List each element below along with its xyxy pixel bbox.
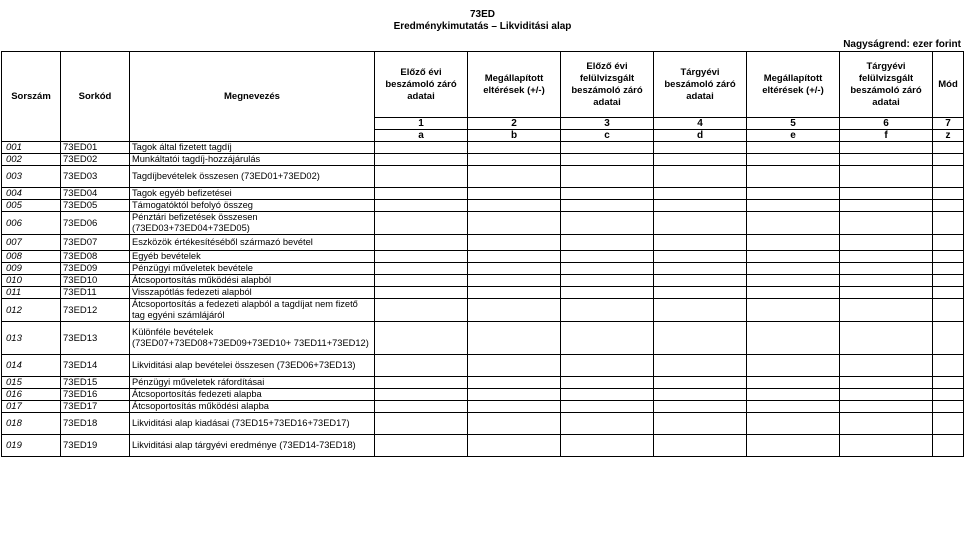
row-sorszam: 019 — [2, 435, 61, 457]
value-cell[interactable] — [840, 389, 933, 401]
row-megnevezes: Átcsoportosítás fedezeti alapba — [130, 389, 375, 401]
row-megnevezes: Visszapótlás fedezeti alapból — [130, 287, 375, 299]
value-cell[interactable] — [561, 200, 654, 212]
row-sorkod: 73ED18 — [61, 413, 130, 435]
row-megnevezes: Eszközök értékesítéséből származó bevétel — [130, 235, 375, 251]
value-cell[interactable] — [561, 235, 654, 251]
value-cell[interactable] — [747, 166, 840, 188]
value-cell[interactable] — [747, 401, 840, 413]
value-cell[interactable] — [654, 322, 747, 355]
value-cell[interactable] — [375, 200, 468, 212]
col-number: 1 — [375, 118, 468, 130]
value-cell[interactable] — [840, 212, 933, 235]
value-cell[interactable] — [933, 355, 964, 377]
value-cell[interactable] — [561, 263, 654, 275]
row-megnevezes: Tagdíjbevételek összesen (73ED01+73ED02) — [130, 166, 375, 188]
report-code: 73ED — [469, 9, 495, 20]
row-sorszam: 012 — [2, 299, 61, 322]
value-cell[interactable] — [933, 188, 964, 200]
row-sorkod: 73ED14 — [61, 355, 130, 377]
value-cell[interactable] — [561, 212, 654, 235]
value-cell[interactable] — [654, 389, 747, 401]
row-megnevezes: Munkáltatói tagdíj-hozzájárulás — [130, 154, 375, 166]
value-cell[interactable] — [840, 154, 933, 166]
table-row — [2, 154, 964, 166]
row-megnevezes: Tagok által fizetett tagdíj — [130, 142, 375, 154]
value-cell[interactable] — [468, 263, 561, 275]
value-cell[interactable] — [654, 188, 747, 200]
value-cell[interactable] — [375, 251, 468, 263]
row-megnevezes: Pénztári befizetések összesen (73ED03+73ED04+73ED05) — [130, 212, 375, 235]
value-cell[interactable] — [747, 200, 840, 212]
col-letter: z — [933, 130, 964, 142]
header-sorkod: Sorkód — [61, 52, 130, 142]
col-letter: f — [840, 130, 933, 142]
value-cell[interactable] — [561, 287, 654, 299]
value-cell[interactable] — [375, 154, 468, 166]
header-col-5: Megállapított eltérések (+/-) — [747, 52, 840, 118]
value-cell[interactable] — [840, 355, 933, 377]
value-cell[interactable] — [654, 299, 747, 322]
value-cell[interactable] — [654, 142, 747, 154]
row-megnevezes: Likviditási alap bevételei összesen (73ED06+73ED13) — [130, 355, 375, 377]
row-megnevezes: Átcsoportosítás működési alapba — [130, 401, 375, 413]
row-megnevezes: Átcsoportosítás a fedezeti alapból a tagdíjat nem fizető tag egyéni számlájáról — [130, 299, 375, 322]
value-cell[interactable] — [654, 251, 747, 263]
value-cell[interactable] — [933, 166, 964, 188]
value-cell[interactable] — [747, 355, 840, 377]
value-cell[interactable] — [654, 435, 747, 457]
value-cell[interactable] — [375, 263, 468, 275]
col-letter: d — [654, 130, 747, 142]
value-cell[interactable] — [468, 212, 561, 235]
value-cell[interactable] — [375, 287, 468, 299]
table-row — [2, 299, 964, 322]
table-row — [2, 287, 964, 299]
value-cell[interactable] — [561, 275, 654, 287]
row-sorszam: 003 — [2, 166, 61, 188]
row-megnevezes: Pénzügyi műveletek bevétele — [130, 263, 375, 275]
value-cell[interactable] — [747, 377, 840, 389]
value-cell[interactable] — [375, 188, 468, 200]
value-cell[interactable] — [561, 142, 654, 154]
value-cell[interactable] — [375, 299, 468, 322]
value-cell[interactable] — [561, 322, 654, 355]
row-sorkod: 73ED08 — [61, 251, 130, 263]
value-cell[interactable] — [561, 413, 654, 435]
value-cell[interactable] — [747, 389, 840, 401]
value-cell[interactable] — [468, 275, 561, 287]
value-cell[interactable] — [840, 435, 933, 457]
table-row — [2, 435, 964, 457]
row-sorszam: 008 — [2, 251, 61, 263]
table-row — [2, 413, 964, 435]
value-cell[interactable] — [468, 200, 561, 212]
table-row — [2, 389, 964, 401]
value-cell[interactable] — [747, 287, 840, 299]
col-number: 5 — [747, 118, 840, 130]
value-cell[interactable] — [747, 435, 840, 457]
row-sorkod: 73ED15 — [61, 377, 130, 389]
row-sorszam: 011 — [2, 287, 61, 299]
col-number: 3 — [561, 118, 654, 130]
table-body — [2, 142, 964, 457]
header-col-7: Mód — [933, 52, 964, 118]
value-cell[interactable] — [375, 235, 468, 251]
value-cell[interactable] — [840, 377, 933, 389]
value-cell[interactable] — [654, 263, 747, 275]
row-sorkod: 73ED11 — [61, 287, 130, 299]
value-cell[interactable] — [654, 401, 747, 413]
value-cell[interactable] — [654, 287, 747, 299]
value-cell[interactable] — [654, 413, 747, 435]
value-cell[interactable] — [933, 142, 964, 154]
value-cell[interactable] — [468, 235, 561, 251]
row-megnevezes: Pénzügyi műveletek ráfordításai — [130, 377, 375, 389]
row-sorszam: 014 — [2, 355, 61, 377]
value-cell[interactable] — [561, 389, 654, 401]
value-cell[interactable] — [840, 200, 933, 212]
value-cell[interactable] — [468, 299, 561, 322]
value-cell[interactable] — [375, 275, 468, 287]
value-cell[interactable] — [375, 413, 468, 435]
value-cell[interactable] — [375, 212, 468, 235]
row-sorkod: 73ED12 — [61, 299, 130, 322]
col-number: 4 — [654, 118, 747, 130]
value-cell[interactable] — [933, 435, 964, 457]
header-col-4: Tárgyévi beszámoló záró adatai — [654, 52, 747, 118]
value-cell[interactable] — [375, 322, 468, 355]
value-cell[interactable] — [840, 263, 933, 275]
value-cell[interactable] — [747, 413, 840, 435]
value-cell[interactable] — [375, 435, 468, 457]
value-cell[interactable] — [561, 154, 654, 166]
table-row — [2, 212, 964, 235]
row-sorkod: 73ED07 — [61, 235, 130, 251]
row-sorszam: 015 — [2, 377, 61, 389]
row-sorkod: 73ED03 — [61, 166, 130, 188]
row-megnevezes: Likviditási alap tárgyévi eredménye (73ED14-73ED18) — [130, 435, 375, 457]
value-cell[interactable] — [840, 166, 933, 188]
value-cell[interactable] — [933, 389, 964, 401]
value-cell[interactable] — [468, 377, 561, 389]
value-cell[interactable] — [375, 355, 468, 377]
value-cell[interactable] — [468, 287, 561, 299]
value-cell[interactable] — [747, 188, 840, 200]
table-row — [2, 188, 964, 200]
row-megnevezes: Támogatóktól befolyó összeg — [130, 200, 375, 212]
header-sorszam: Sorszám — [2, 52, 61, 142]
value-cell[interactable] — [933, 401, 964, 413]
value-cell[interactable] — [468, 389, 561, 401]
value-cell[interactable] — [747, 299, 840, 322]
col-letter: b — [468, 130, 561, 142]
row-sorkod: 73ED10 — [61, 275, 130, 287]
table-row — [2, 200, 964, 212]
value-cell[interactable] — [468, 142, 561, 154]
value-cell[interactable] — [654, 355, 747, 377]
row-megnevezes: Tagok egyéb befizetései — [130, 188, 375, 200]
value-cell[interactable] — [375, 166, 468, 188]
row-sorkod: 73ED04 — [61, 188, 130, 200]
col-letter: a — [375, 130, 468, 142]
value-cell[interactable] — [840, 188, 933, 200]
value-cell[interactable] — [933, 377, 964, 389]
value-cell[interactable] — [654, 377, 747, 389]
value-cell[interactable] — [468, 401, 561, 413]
value-cell[interactable] — [840, 413, 933, 435]
row-sorkod: 73ED06 — [61, 212, 130, 235]
row-sorkod: 73ED02 — [61, 154, 130, 166]
table-row — [2, 401, 964, 413]
row-sorszam: 005 — [2, 200, 61, 212]
value-cell[interactable] — [933, 299, 964, 322]
value-cell[interactable] — [561, 355, 654, 377]
table-row — [2, 322, 964, 355]
value-cell[interactable] — [933, 154, 964, 166]
row-sorkod: 73ED01 — [61, 142, 130, 154]
table-row — [2, 377, 964, 389]
value-cell[interactable] — [933, 287, 964, 299]
row-sorszam: 017 — [2, 401, 61, 413]
row-sorszam: 006 — [2, 212, 61, 235]
value-cell[interactable] — [468, 355, 561, 377]
col-letter: e — [747, 130, 840, 142]
value-cell[interactable] — [468, 413, 561, 435]
value-cell[interactable] — [747, 275, 840, 287]
value-cell[interactable] — [840, 235, 933, 251]
unit-label: Nagyságrend: ezer forint — [843, 39, 961, 50]
row-megnevezes: Különféle bevételek (73ED07+73ED08+73ED09+73ED10+ 73ED11+73ED12) — [130, 322, 375, 355]
value-cell[interactable] — [840, 142, 933, 154]
value-cell[interactable] — [747, 263, 840, 275]
value-cell[interactable] — [933, 251, 964, 263]
value-cell[interactable] — [654, 275, 747, 287]
value-cell[interactable] — [468, 322, 561, 355]
header-col-6: Tárgyévi felülvizsgált beszámoló záró adatai — [840, 52, 933, 118]
header-col-2: Megállapított eltérések (+/-) — [468, 52, 561, 118]
value-cell[interactable] — [747, 235, 840, 251]
row-megnevezes: Egyéb bevételek — [130, 251, 375, 263]
value-cell[interactable] — [654, 154, 747, 166]
value-cell[interactable] — [933, 322, 964, 355]
row-sorkod: 73ED05 — [61, 200, 130, 212]
row-sorkod: 73ED13 — [61, 322, 130, 355]
header-megnevezes: Megnevezés — [130, 52, 375, 142]
value-cell[interactable] — [747, 142, 840, 154]
value-cell[interactable] — [468, 154, 561, 166]
value-cell[interactable] — [561, 299, 654, 322]
header-col-1: Előző évi beszámoló záró adatai — [375, 52, 468, 118]
value-cell[interactable] — [375, 401, 468, 413]
value-cell[interactable] — [561, 401, 654, 413]
table-row — [2, 275, 964, 287]
value-cell[interactable] — [375, 377, 468, 389]
value-cell[interactable] — [561, 166, 654, 188]
value-cell[interactable] — [747, 322, 840, 355]
value-cell[interactable] — [468, 435, 561, 457]
col-number: 7 — [933, 118, 964, 130]
row-sorkod: 73ED19 — [61, 435, 130, 457]
row-megnevezes: Átcsoportosítás működési alapból — [130, 275, 375, 287]
col-number: 6 — [840, 118, 933, 130]
row-sorszam: 013 — [2, 322, 61, 355]
value-cell[interactable] — [840, 322, 933, 355]
row-sorszam: 001 — [2, 142, 61, 154]
table-row — [2, 166, 964, 188]
value-cell[interactable] — [840, 275, 933, 287]
row-sorszam: 016 — [2, 389, 61, 401]
value-cell[interactable] — [933, 413, 964, 435]
row-sorszam: 009 — [2, 263, 61, 275]
row-sorszam: 018 — [2, 413, 61, 435]
row-sorszam: 007 — [2, 235, 61, 251]
row-sorszam: 010 — [2, 275, 61, 287]
table-row — [2, 235, 964, 251]
value-cell[interactable] — [747, 154, 840, 166]
table-row — [2, 251, 964, 263]
value-cell[interactable] — [747, 251, 840, 263]
value-cell[interactable] — [654, 200, 747, 212]
value-cell[interactable] — [840, 299, 933, 322]
row-sorkod: 73ED09 — [61, 263, 130, 275]
row-sorszam: 002 — [2, 154, 61, 166]
col-number: 2 — [468, 118, 561, 130]
row-sorkod: 73ED17 — [61, 401, 130, 413]
value-cell[interactable] — [840, 287, 933, 299]
value-cell[interactable] — [840, 401, 933, 413]
table-row — [2, 263, 964, 275]
value-cell[interactable] — [375, 389, 468, 401]
value-cell[interactable] — [375, 142, 468, 154]
row-sorszam: 004 — [2, 188, 61, 200]
value-cell[interactable] — [654, 212, 747, 235]
value-cell[interactable] — [933, 263, 964, 275]
value-cell[interactable] — [561, 377, 654, 389]
value-cell[interactable] — [933, 235, 964, 251]
row-megnevezes: Likviditási alap kiadásai (73ED15+73ED16+73ED17) — [130, 413, 375, 435]
table-row — [2, 355, 964, 377]
value-cell[interactable] — [840, 251, 933, 263]
value-cell[interactable] — [468, 188, 561, 200]
report-table — [1, 51, 964, 457]
value-cell[interactable] — [561, 188, 654, 200]
row-sorkod: 73ED16 — [61, 389, 130, 401]
value-cell[interactable] — [747, 212, 840, 235]
value-cell[interactable] — [561, 251, 654, 263]
report-title: Eredménykimutatás – Likviditási alap — [393, 21, 572, 32]
value-cell[interactable] — [654, 166, 747, 188]
value-cell[interactable] — [468, 251, 561, 263]
value-cell[interactable] — [933, 275, 964, 287]
value-cell[interactable] — [933, 200, 964, 212]
col-letter: c — [561, 130, 654, 142]
value-cell[interactable] — [654, 235, 747, 251]
table-row — [2, 142, 964, 154]
value-cell[interactable] — [933, 212, 964, 235]
header-col-3: Előző évi felülvizsgált beszámoló záró adatai — [561, 52, 654, 118]
value-cell[interactable] — [561, 435, 654, 457]
value-cell[interactable] — [468, 166, 561, 188]
